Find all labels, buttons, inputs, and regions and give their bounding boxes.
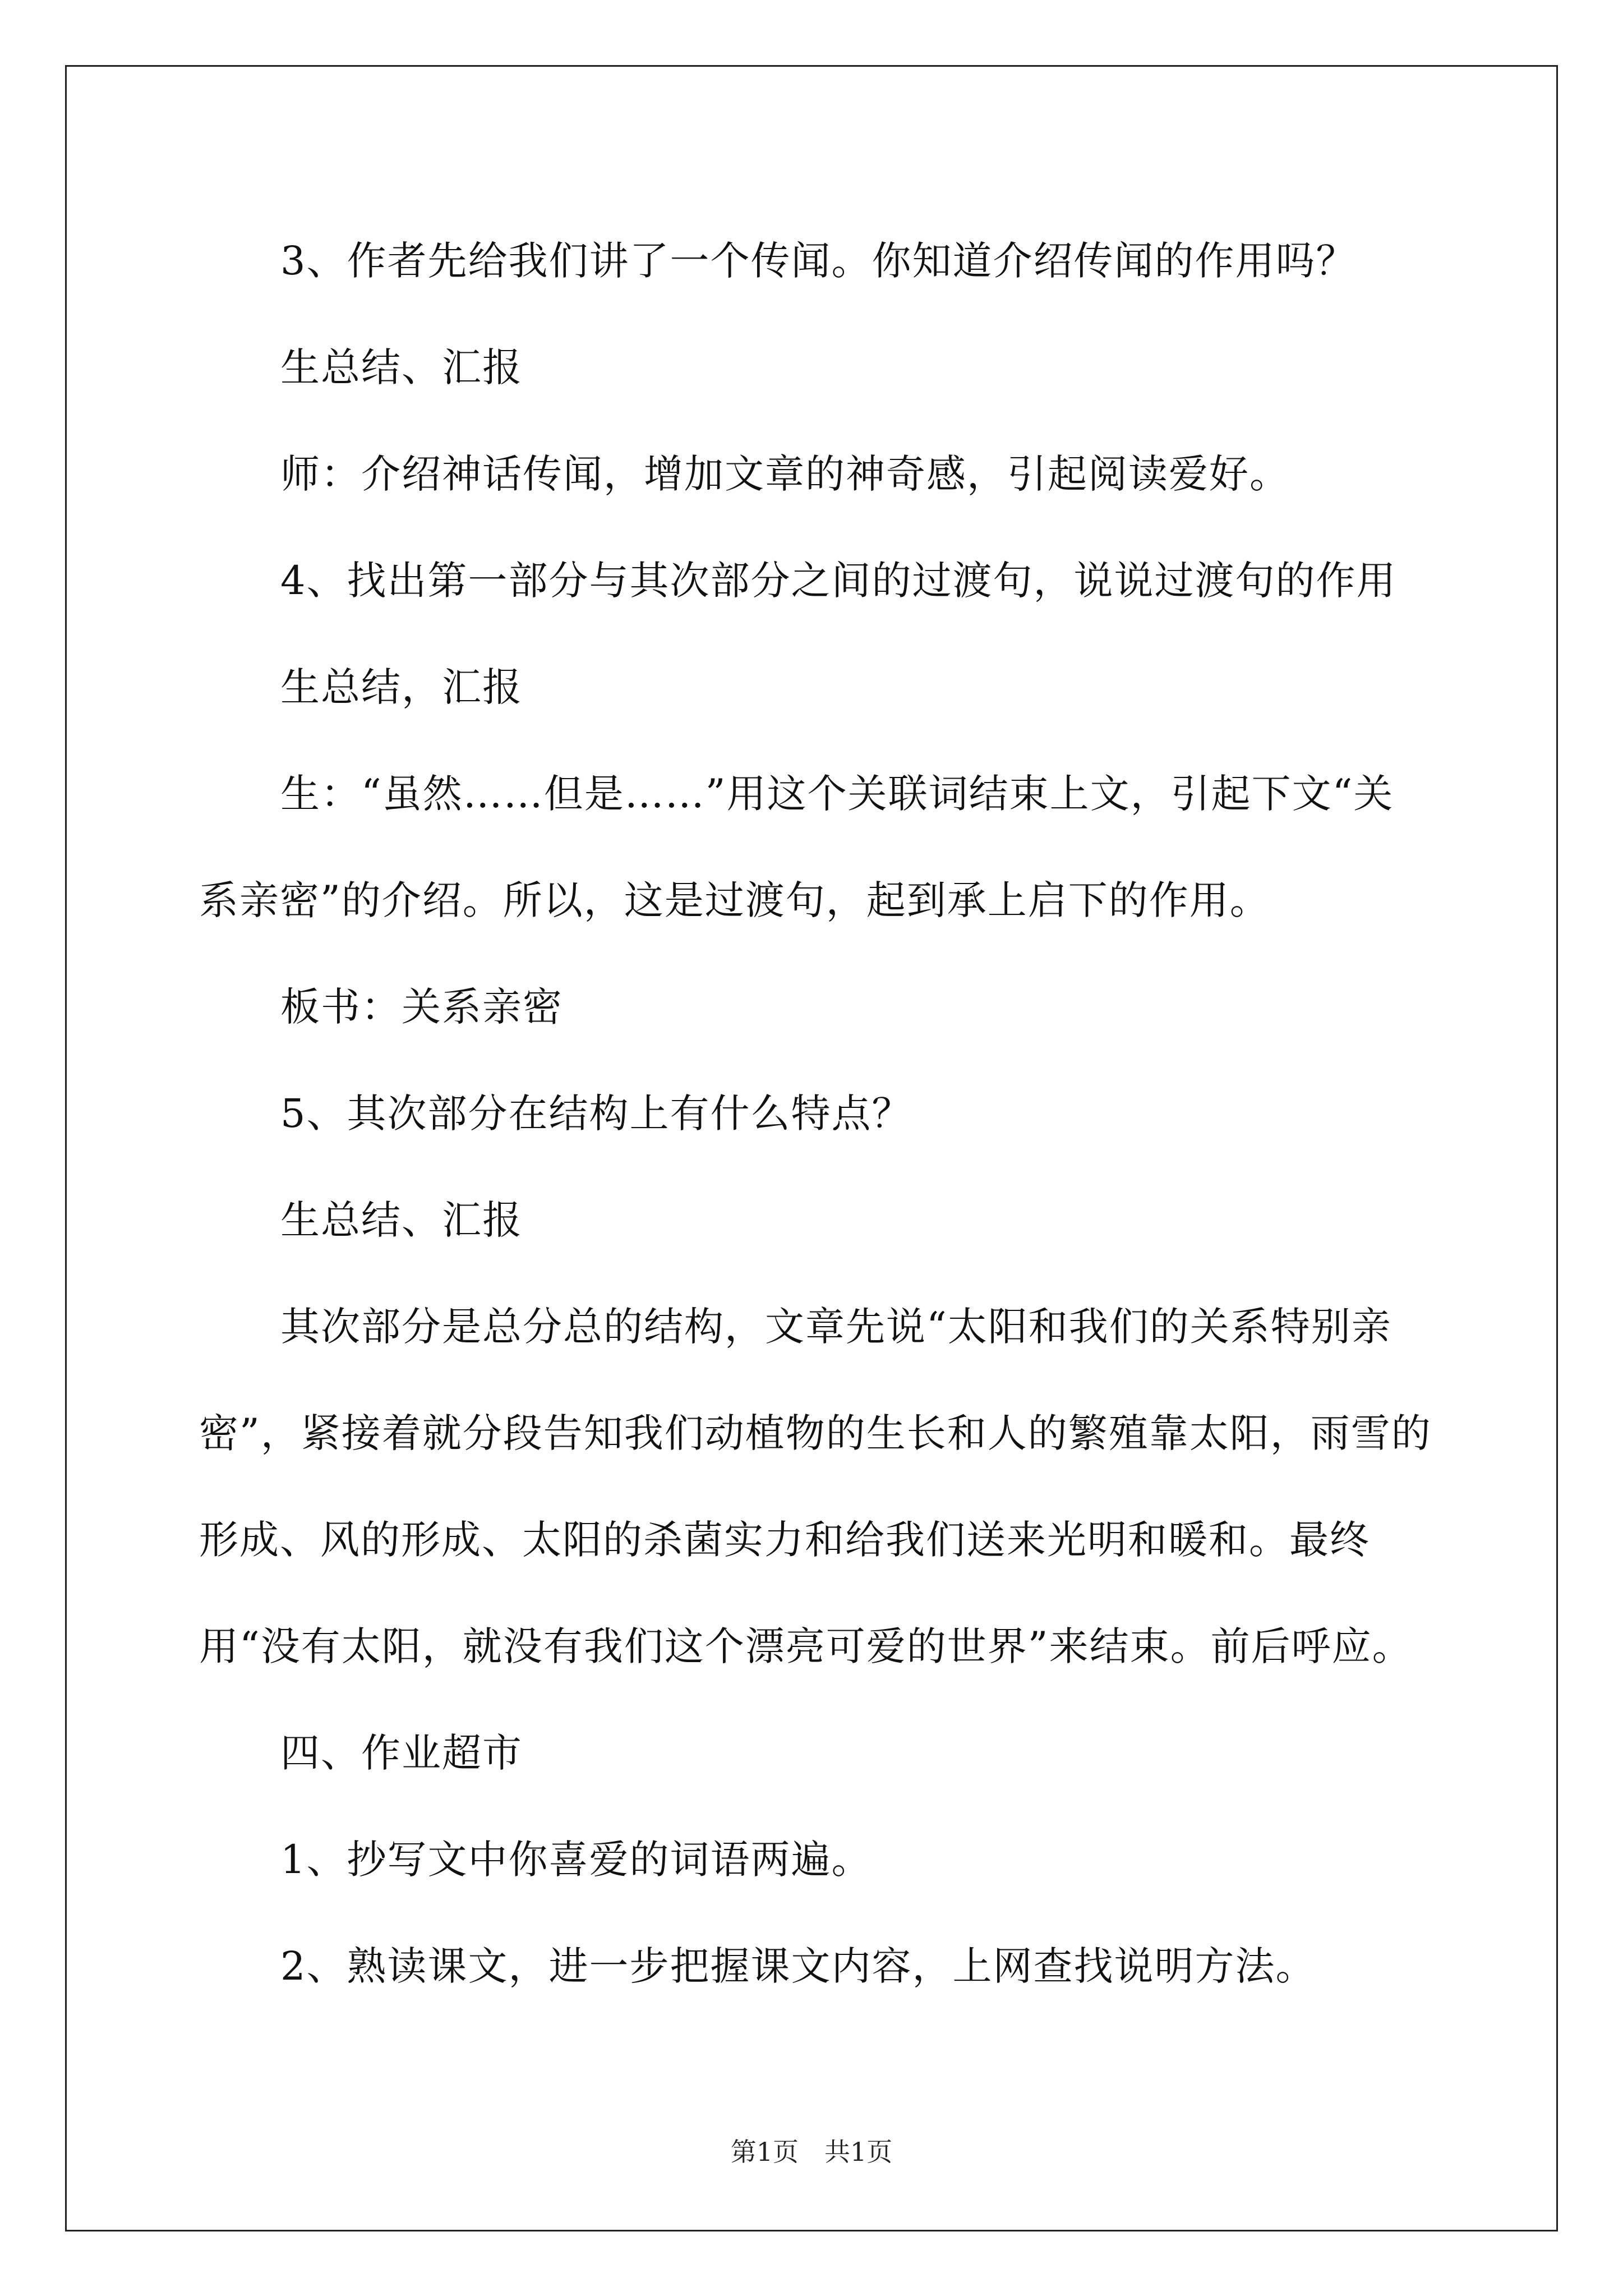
paragraph-homework-1: 1、抄写文中你喜爱的词语两遍。 — [280, 1837, 872, 1883]
paragraph-question-3: 3、作者先给我们讲了一个传闻。你知道介绍传闻的作用吗？ — [280, 238, 1357, 284]
paragraph-student-report-3: 生总结、汇报 — [280, 1197, 523, 1243]
page-footer: 第1页 共1页 — [730, 2137, 893, 2167]
paragraph-structure-analysis: 其次部分是总分总的结构，文章先说“太阳和我们的关系特别亲密”，紧接着就分段告知我们动植物的生长和人的繁殖靠太阳，雨雪的形成、风的形成、太阳的杀菌实力和给我们送来光明和暖和。最终用“没有太阳，就没有我们这个漂亮可爱的世界”来结束。前后呼应。 — [199, 1304, 1432, 1669]
paragraph-board-note: 板书：关系亲密 — [280, 984, 563, 1030]
paragraph-homework-heading: 四、作业超市 — [280, 1730, 523, 1776]
paragraph-teacher-note: 师：介绍神话传闻，增加文章的神奇感，引起阅读爱好。 — [280, 451, 1290, 497]
paragraph-question-4: 4、找出第一部分与其次部分之间的过渡句，说说过渡句的作用 — [280, 558, 1397, 604]
paragraph-student-report-2: 生总结，汇报 — [280, 664, 523, 710]
paragraph-question-5: 5、其次部分在结构上有什么特点？ — [280, 1091, 912, 1137]
paragraph-homework-2: 2、熟读课文，进一步把握课文内容，上网查找说明方法。 — [280, 1943, 1316, 1989]
paragraph-student-report-1: 生总结、汇报 — [280, 344, 523, 390]
paragraph-student-answer: 生：“虽然……但是……”用这个关联词结束上文，引起下文“关系亲密”的介绍。所以，这是过渡句，起到承上启下的作用。 — [199, 771, 1394, 923]
document-body — [199, 208, 1433, 2019]
